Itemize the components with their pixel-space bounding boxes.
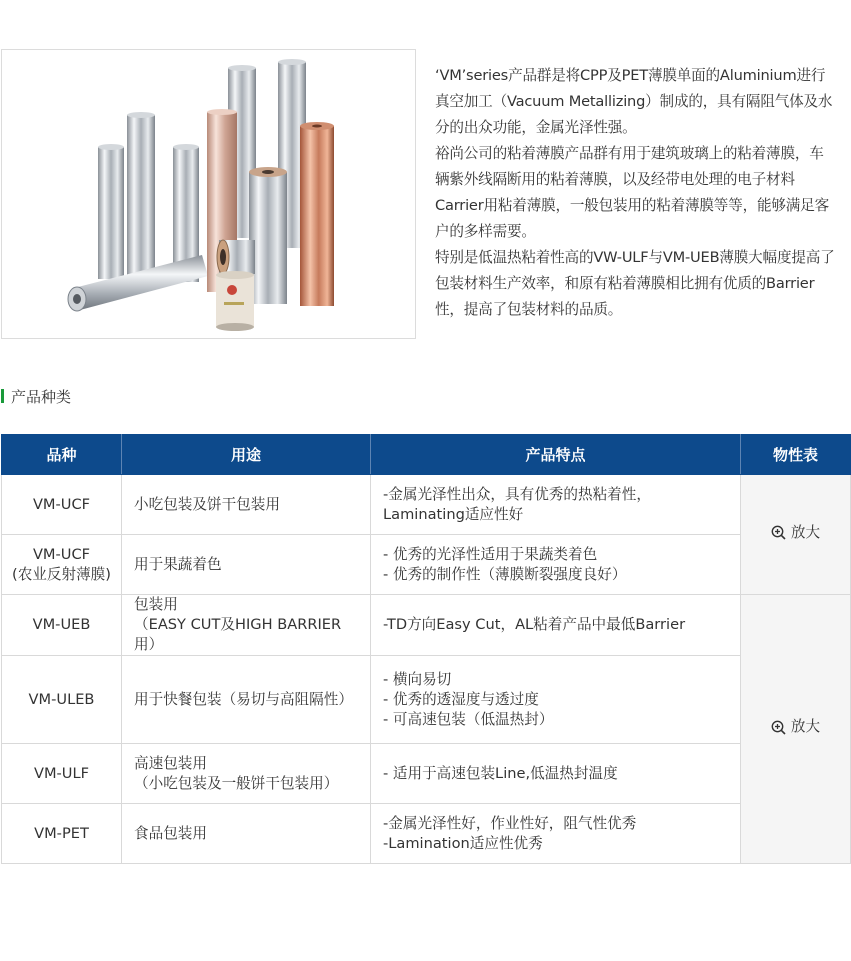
cell-features (371, 804, 741, 864)
name-line: VM-UEB (32, 616, 91, 633)
name-line: VM-UCF (32, 495, 91, 513)
header-usage: 用途 (122, 435, 371, 475)
cell-usage (122, 656, 371, 744)
feature-line: - 优秀的光泽性适用于果蔬类着色 (383, 545, 598, 563)
cell-features (371, 744, 741, 804)
feature-line: -TD方向Easy Cut，AL粘着产品中最低Barrier (383, 616, 686, 633)
header-variety: 品种 (2, 435, 122, 475)
cell-usage (122, 804, 371, 864)
name-line: VM-ULF (33, 764, 90, 782)
product-table (1, 434, 851, 864)
cell-name (2, 744, 122, 804)
feature-line: - 适用于高速包装Line,低温热封温度 (383, 764, 618, 782)
usage-line: 高速包装用 (134, 754, 207, 772)
name-line: (农业反射薄膜) (12, 565, 111, 583)
feature-line: Laminating适应性好 (383, 505, 524, 523)
cell-name (2, 804, 122, 864)
cell-property-sheet (741, 475, 851, 595)
feature-line: - 优秀的透湿度与透过度 (383, 690, 539, 708)
section-heading (1, 386, 71, 406)
feature-line: - 横向易切 (383, 670, 452, 688)
intro-paragraph-1: ‘VM’series产品群是将CPP及PET薄膜单面的Aluminium进行真空加工（Vacuum Metallizing）制成的，具有隔阻气体及水分的出众功能，金属光泽性强。 (435, 67, 833, 136)
usage-line: 包装用 (134, 596, 178, 613)
section-title: 产品种类 (11, 387, 72, 406)
name-line: VM-UCF (32, 545, 91, 563)
table-row (2, 744, 851, 804)
cell-features (371, 595, 741, 656)
zoom-label: 放大 (790, 523, 821, 541)
intro-paragraph-2: 裕尚公司的粘着薄膜产品群有用于建筑玻璃上的粘着薄膜，车辆紫外线隔断用的粘着薄膜，以及经带电处理的电子材料Carrier用粘着薄膜，一般包装用的粘着薄膜等等，能够满足客户的多样需要。 (435, 145, 829, 240)
feature-line: -金属光泽性出众，具有优秀的热粘着性， (383, 485, 651, 503)
intro-paragraph-3: 特别是低温热粘着性高的VW-ULF与VM-UEB薄膜大幅度提高了包装材料生产效率，和原有粘着薄膜相比拥有优质的Barrier性，提高了包装材料的品质。 (435, 249, 835, 318)
header-property-sheet: 物性表 (741, 435, 851, 475)
table-header-row (2, 435, 851, 475)
zoom-label: 放大 (790, 718, 821, 736)
feature-line: - 优秀的制作性（薄膜断裂强度良好） (383, 565, 627, 583)
zoom-button[interactable] (771, 523, 820, 543)
cell-features (371, 535, 741, 595)
feature-line: -金属光泽性好，作业性好，阻气性优秀 (383, 814, 637, 832)
name-line: VM-PET (34, 824, 89, 842)
cell-usage (122, 535, 371, 595)
cell-name (2, 475, 122, 535)
table-row (2, 804, 851, 864)
product-photo (1, 49, 416, 339)
table-row (2, 475, 851, 535)
cell-property-sheet (741, 595, 851, 864)
usage-line: （EASY CUT及HIGH BARRIER用） (134, 616, 342, 653)
table-row (2, 656, 851, 744)
cell-name (2, 535, 122, 595)
table-row (2, 535, 851, 595)
feature-line: - 可高速包装（低温热封） (383, 710, 554, 728)
zoom-in-icon (771, 720, 786, 735)
cell-name (2, 656, 122, 744)
cell-usage (122, 595, 371, 656)
usage-line: 食品包装用 (134, 824, 207, 842)
cell-features (371, 475, 741, 535)
cell-usage (122, 744, 371, 804)
usage-line: 用于果蔬着色 (134, 555, 222, 573)
cell-features (371, 656, 741, 744)
cell-name (2, 595, 122, 656)
usage-line: 用于快餐包装（易切与高阻隔性） (134, 690, 353, 708)
name-line: VM-ULEB (28, 690, 95, 708)
usage-line: 小吃包装及饼干包装用 (134, 495, 280, 513)
product-intro (1, 49, 850, 339)
header-features: 产品特点 (371, 435, 741, 475)
zoom-in-icon (771, 525, 786, 540)
table-row (2, 595, 851, 656)
intro-description (435, 63, 835, 323)
cell-usage (122, 475, 371, 535)
heading-accent-bar (1, 389, 4, 403)
usage-line: （小吃包装及一般饼干包装用） (134, 774, 339, 792)
zoom-button[interactable] (771, 717, 820, 737)
feature-line: -Lamination适应性优秀 (383, 834, 543, 852)
